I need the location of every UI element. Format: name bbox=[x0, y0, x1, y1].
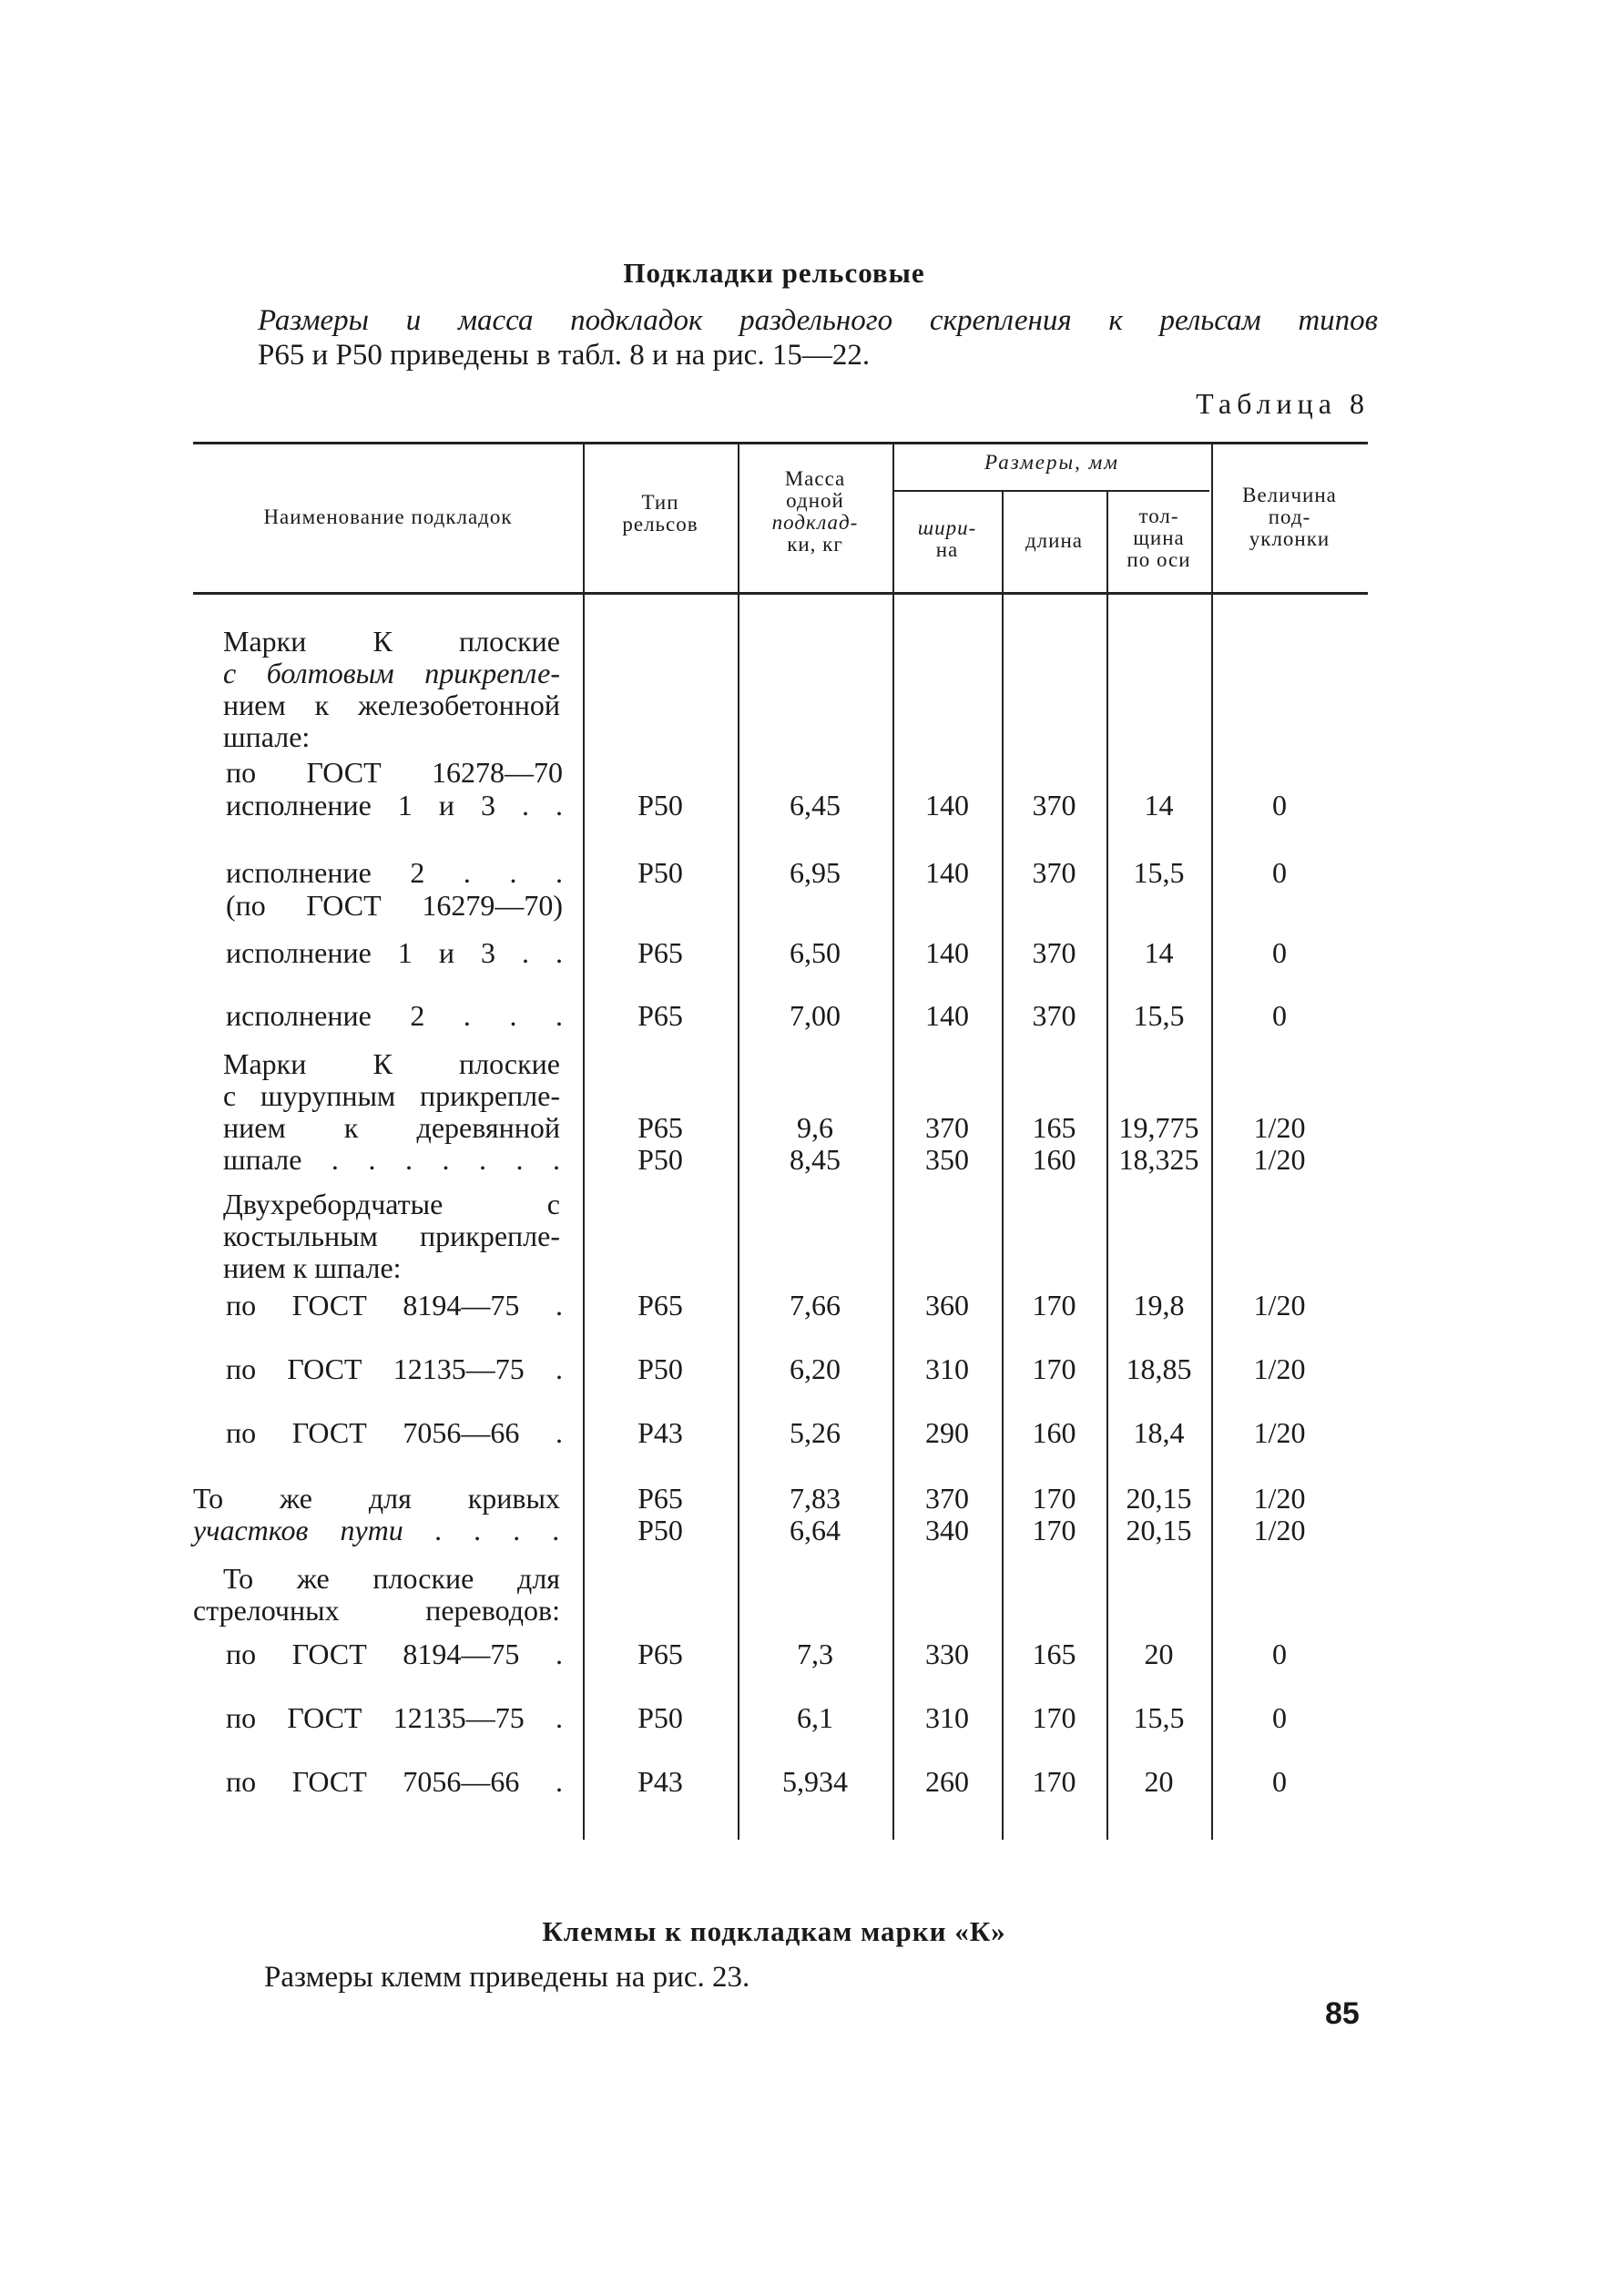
header-length: длина bbox=[1025, 529, 1083, 552]
cell-mass: 6,45 bbox=[790, 789, 841, 821]
cell-slope: 1/20 bbox=[1253, 1514, 1306, 1546]
page-number: 85 bbox=[1325, 1996, 1360, 2031]
row-name-line: по ГОСТ 7056—66 . bbox=[226, 1416, 563, 1449]
cell-length: 370 bbox=[1032, 999, 1076, 1032]
cell-rail-type: Р50 bbox=[637, 856, 683, 889]
cell-thickness: 20,15 bbox=[1126, 1482, 1192, 1515]
intro-line-2: Р65 и Р50 приведены в табл. 8 и на рис. 15—22. bbox=[258, 339, 871, 372]
cell-width: 370 bbox=[925, 1111, 969, 1144]
cell-slope: 1/20 bbox=[1253, 1111, 1306, 1144]
intro-paragraph bbox=[258, 303, 1378, 372]
group-heading-line: Двухребордчатые с bbox=[223, 1188, 560, 1220]
intro-line-1: Размеры и масса подкладок раздельного скрепления к рельсам типов bbox=[258, 304, 1378, 337]
cell-rail-type: Р50 bbox=[637, 789, 683, 821]
header-width: шири- на bbox=[917, 516, 977, 561]
cell-mass: 7,00 bbox=[790, 999, 841, 1032]
cell-rail-type: Р65 bbox=[637, 1638, 683, 1670]
cell-slope: 0 bbox=[1272, 1765, 1287, 1798]
dimensions-subrule bbox=[892, 490, 1209, 492]
cell-mass: 6,64 bbox=[790, 1514, 841, 1546]
cell-width: 340 bbox=[925, 1514, 969, 1546]
section-title-pads: Подкладки рельсовые bbox=[623, 257, 925, 289]
cell-mass: 7,83 bbox=[790, 1482, 841, 1515]
cell-width: 260 bbox=[925, 1765, 969, 1798]
group-heading-line: стрелочных переводов: bbox=[193, 1594, 560, 1627]
cell-mass: 5,26 bbox=[790, 1416, 841, 1449]
cell-slope: 0 bbox=[1272, 1638, 1287, 1670]
cell-slope: 0 bbox=[1272, 789, 1287, 821]
cell-mass: 7,66 bbox=[790, 1289, 841, 1321]
cell-width: 140 bbox=[925, 789, 969, 821]
cell-thickness: 14 bbox=[1144, 936, 1174, 969]
cell-thickness: 18,85 bbox=[1126, 1352, 1192, 1385]
cell-thickness: 15,5 bbox=[1133, 999, 1185, 1032]
cell-width: 370 bbox=[925, 1482, 969, 1515]
header-thickness: тол- щина по оси bbox=[1127, 505, 1191, 571]
group-heading-line: То же для кривых bbox=[193, 1482, 560, 1515]
cell-length: 370 bbox=[1032, 789, 1076, 821]
header-name: Наименование подкладок bbox=[263, 505, 513, 528]
cell-slope: 1/20 bbox=[1253, 1482, 1306, 1515]
cell-slope: 1/20 bbox=[1253, 1143, 1306, 1176]
cell-length: 165 bbox=[1032, 1111, 1076, 1144]
cell-mass: 9,6 bbox=[797, 1111, 833, 1144]
cell-mass: 6,1 bbox=[797, 1701, 833, 1734]
cell-length: 170 bbox=[1032, 1482, 1076, 1515]
cell-thickness: 15,5 bbox=[1133, 856, 1185, 889]
cell-thickness: 19,775 bbox=[1118, 1111, 1199, 1144]
cell-mass: 6,95 bbox=[790, 856, 841, 889]
group-heading-line: Марки К плоские bbox=[223, 1047, 560, 1080]
header-dimensions: Размеры, мм bbox=[984, 451, 1119, 474]
cell-rail-type: Р50 bbox=[637, 1352, 683, 1385]
table-caption: Таблица 8 bbox=[1196, 387, 1370, 420]
cell-slope: 1/20 bbox=[1253, 1289, 1306, 1321]
cell-slope: 0 bbox=[1272, 936, 1287, 969]
cell-length: 170 bbox=[1032, 1514, 1076, 1546]
row-name-line: по ГОСТ 7056—66 . bbox=[226, 1765, 563, 1798]
cell-rail-type: Р65 bbox=[637, 1111, 683, 1144]
cell-width: 310 bbox=[925, 1701, 969, 1734]
cell-length: 170 bbox=[1032, 1352, 1076, 1385]
cell-thickness: 14 bbox=[1144, 789, 1174, 821]
row-name-line: по ГОСТ 12135—75 . bbox=[226, 1352, 563, 1385]
header-rail-type: Тип рельсов bbox=[622, 491, 698, 536]
cell-length: 165 bbox=[1032, 1638, 1076, 1670]
section-title-clamps: Клеммы к подкладкам марки «К» bbox=[542, 1915, 1006, 1947]
cell-width: 360 bbox=[925, 1289, 969, 1321]
group-heading-line: с шурупным прикрепле- bbox=[223, 1079, 560, 1112]
row-name-line: по ГОСТ 8194—75 . bbox=[226, 1289, 563, 1321]
cell-thickness: 19,8 bbox=[1133, 1289, 1185, 1321]
group-heading-line: нием к железобетонной bbox=[223, 689, 560, 721]
cell-rail-type: Р50 bbox=[637, 1701, 683, 1734]
cell-length: 160 bbox=[1032, 1416, 1076, 1449]
cell-thickness: 20 bbox=[1144, 1765, 1174, 1798]
group-heading-line: шпале: bbox=[223, 720, 311, 753]
cell-slope: 1/20 bbox=[1253, 1416, 1306, 1449]
row-name-line: по ГОСТ 8194—75 . bbox=[226, 1638, 563, 1670]
group-heading-line: шпале . . . . . . . bbox=[223, 1143, 560, 1176]
header-bottom-rule bbox=[193, 592, 1368, 595]
cell-mass: 8,45 bbox=[790, 1143, 841, 1176]
cell-width: 140 bbox=[925, 999, 969, 1032]
group-heading-line: Марки К плоские bbox=[223, 625, 560, 658]
cell-length: 160 bbox=[1032, 1143, 1076, 1176]
cell-rail-type: Р65 bbox=[637, 936, 683, 969]
cell-mass: 6,50 bbox=[790, 936, 841, 969]
cell-slope: 0 bbox=[1272, 999, 1287, 1032]
group-heading-line: костыльным прикрепле- bbox=[223, 1219, 560, 1252]
row-name-line: исполнение 1 и 3 . . bbox=[226, 936, 563, 969]
cell-rail-type: Р50 bbox=[637, 1514, 683, 1546]
cell-rail-type: Р43 bbox=[637, 1765, 683, 1798]
row-name-line: исполнение 2 . . . bbox=[226, 999, 563, 1032]
group-heading-line: То же плоские для bbox=[223, 1562, 560, 1595]
cell-mass: 6,20 bbox=[790, 1352, 841, 1385]
row-name-line: исполнение 1 и 3 . . bbox=[226, 789, 563, 821]
cell-rail-type: Р65 bbox=[637, 999, 683, 1032]
cell-thickness: 20 bbox=[1144, 1638, 1174, 1670]
cell-width: 140 bbox=[925, 856, 969, 889]
cell-width: 310 bbox=[925, 1352, 969, 1385]
cell-rail-type: Р65 bbox=[637, 1289, 683, 1321]
cell-width: 290 bbox=[925, 1416, 969, 1449]
cell-rail-type: Р43 bbox=[637, 1416, 683, 1449]
group-heading-line: нием к шпале: bbox=[223, 1251, 402, 1284]
row-name-line: (по ГОСТ 16279—70) bbox=[226, 889, 563, 922]
row-name-line: исполнение 2 . . . bbox=[226, 856, 563, 889]
cell-length: 370 bbox=[1032, 856, 1076, 889]
cell-width: 350 bbox=[925, 1143, 969, 1176]
table-top-rule bbox=[193, 442, 1368, 444]
cell-thickness: 18,4 bbox=[1133, 1416, 1185, 1449]
row-name-line: по ГОСТ 12135—75 . bbox=[226, 1701, 563, 1734]
group-heading-line: участков пути . . . . bbox=[193, 1514, 560, 1546]
cell-rail-type: Р50 bbox=[637, 1143, 683, 1176]
header-mass: Масса одной подклад- ки, кг bbox=[771, 467, 859, 556]
cell-mass: 5,934 bbox=[782, 1765, 848, 1798]
cell-thickness: 20,15 bbox=[1126, 1514, 1192, 1546]
group-heading-line: с болтовым прикрепле- bbox=[223, 657, 560, 689]
header-slope: Величина под- уклонки bbox=[1242, 484, 1337, 550]
cell-length: 170 bbox=[1032, 1289, 1076, 1321]
cell-mass: 7,3 bbox=[797, 1638, 833, 1670]
clamps-paragraph: Размеры клемм приведены на рис. 23. bbox=[264, 1961, 750, 1994]
cell-thickness: 18,325 bbox=[1118, 1143, 1199, 1176]
cell-length: 170 bbox=[1032, 1701, 1076, 1734]
cell-width: 140 bbox=[925, 936, 969, 969]
cell-slope: 1/20 bbox=[1253, 1352, 1306, 1385]
cell-slope: 0 bbox=[1272, 856, 1287, 889]
cell-slope: 0 bbox=[1272, 1701, 1287, 1734]
cell-length: 370 bbox=[1032, 936, 1076, 969]
cell-width: 330 bbox=[925, 1638, 969, 1670]
cell-rail-type: Р65 bbox=[637, 1482, 683, 1515]
cell-length: 170 bbox=[1032, 1765, 1076, 1798]
row-name-line: по ГОСТ 16278—70 bbox=[226, 756, 563, 789]
group-heading-line: нием к деревянной bbox=[223, 1111, 560, 1144]
cell-thickness: 15,5 bbox=[1133, 1701, 1185, 1734]
